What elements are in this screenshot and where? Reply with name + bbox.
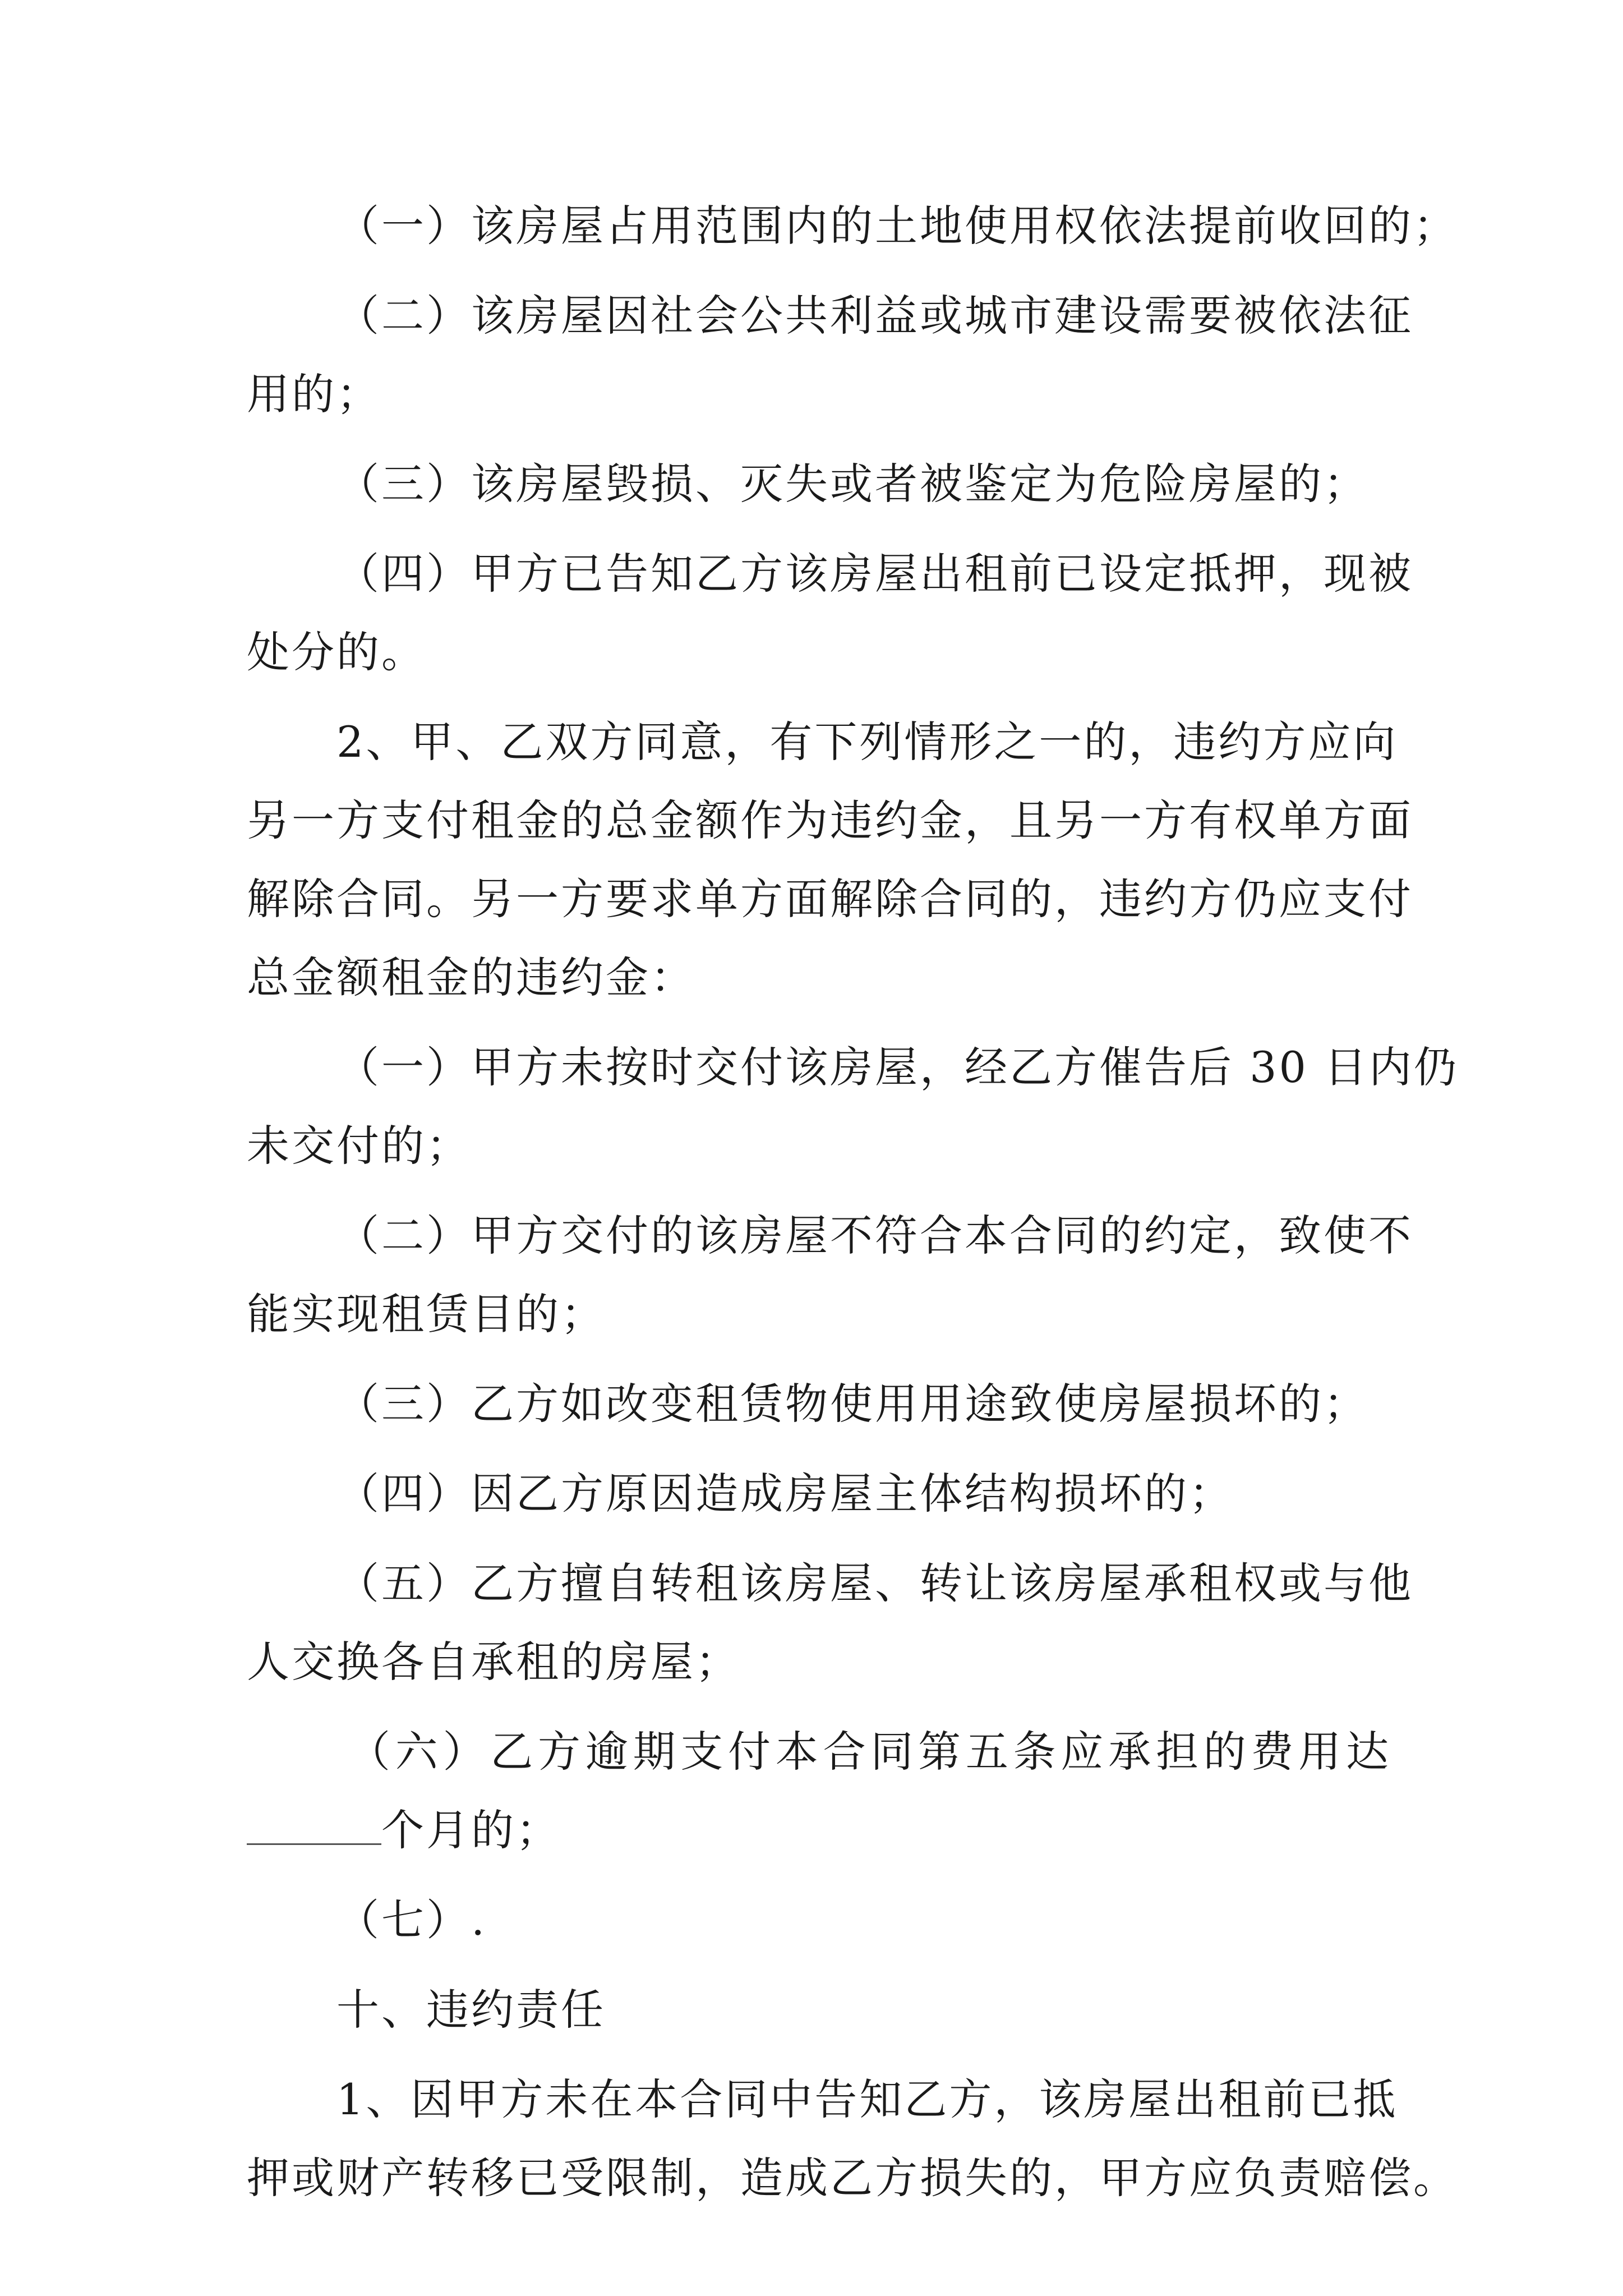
clause-2-line-4: 总金额租金的违约金： (247, 953, 695, 1002)
clause-2-line-1: 2、甲、乙双方同意，有下列情形之一的，违约方应向 (336, 717, 1398, 767)
clause-1-item-1: （一）该房屋占用范围内的土地使用权依法提前收回的； (336, 201, 1458, 251)
clause-2-item-1-line-1: （一）甲方未按时交付该房屋，经乙方催告后 30 日内仍 (336, 1042, 1459, 1092)
clause-2-line-2: 另一方支付租金的总金额作为违约金，且另一方有权单方面 (247, 795, 1413, 845)
clause-2-item-6-line-2 (247, 1800, 1391, 1861)
clause-1-item-2-line-1: （二）该房屋因社会公共利益或城市建设需要被依法征 (336, 291, 1413, 341)
clause-2-item-5-line-1: （五）乙方擅自转租该房屋、转让该房屋承租权或与他 (336, 1558, 1413, 1608)
fill-in-blank (247, 1804, 381, 1845)
clause-2-item-6-line-2-text: 个月的； (381, 1805, 561, 1855)
liability-clause-1-line-1: 1、因甲方未在本合同中告知乙方，该房屋出租前已抵 (336, 2074, 1398, 2124)
clause-2-item-4: （四）因乙方原因造成房屋主体结构损坏的； (336, 1469, 1234, 1519)
clause-2-line-3: 解除合同。另一方要求单方面解除合同的，违约方仍应支付 (247, 874, 1413, 924)
clause-1-item-4-line-2: 处分的。 (247, 627, 426, 677)
clause-1-item-4-line-1: （四）甲方已告知乙方该房屋出租前已设定抵押，现被 (336, 549, 1413, 599)
clause-2-item-7: （七）. (336, 1895, 487, 1945)
clause-2-item-2-line-1: （二）甲方交付的该房屋不符合本合同的约定，致使不 (336, 1211, 1413, 1260)
clause-2-item-6-line-1: （六）乙方逾期支付本合同第五条应承担的费用达 (348, 1727, 1391, 1777)
clause-2-item-2-line-2: 能实现租赁目的； (247, 1289, 606, 1339)
clause-2-item-3: （三）乙方如改变租赁物使用用途致使房屋损坏的； (336, 1379, 1368, 1429)
section-heading-breach-liability: 十、违约责任 (336, 1985, 606, 2035)
clause-1-item-2-line-2: 用的； (247, 369, 381, 419)
clause-1-item-3: （三）该房屋毁损、灭失或者被鉴定为危险房屋的； (336, 459, 1368, 509)
clause-2-item-1-line-2: 未交付的； (247, 1121, 471, 1171)
clause-2-item-5-line-2: 人交换各自承租的房屋； (247, 1637, 740, 1687)
liability-clause-1-line-2: 押或财产转移已受限制，造成乙方损失的，甲方应负责赔偿。 (247, 2153, 1458, 2203)
